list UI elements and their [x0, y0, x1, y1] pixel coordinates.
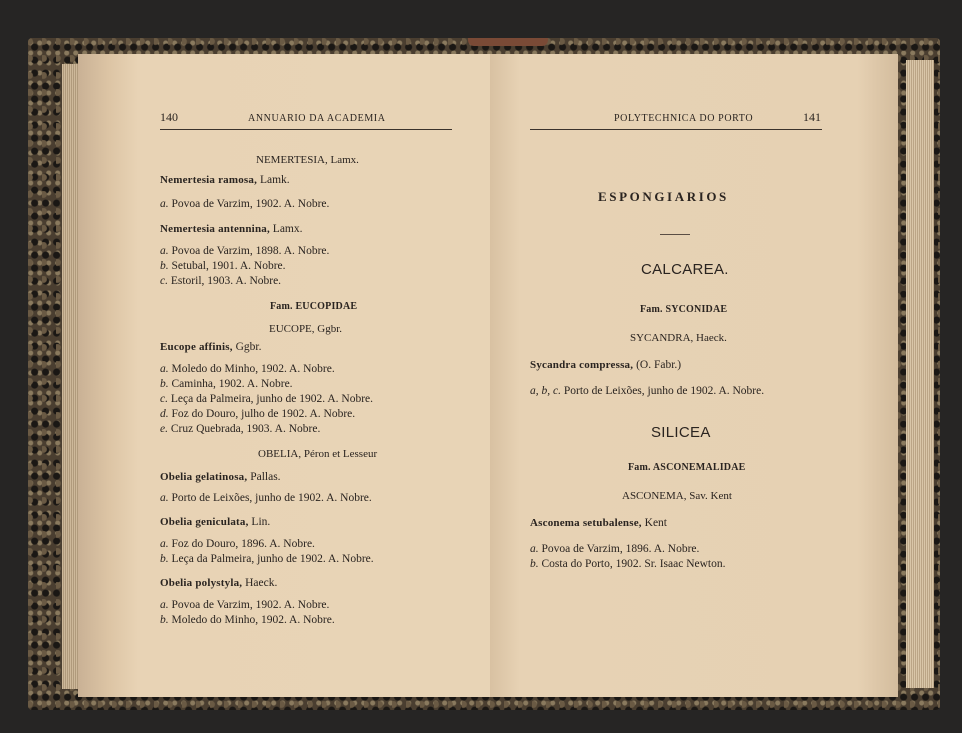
entry-letter: a.: [160, 245, 169, 257]
locality-entry: [160, 537, 315, 551]
right-page: [490, 54, 898, 697]
entry-text: Povoa de Varzim, 1902. A. Nobre.: [168, 599, 330, 611]
locality-entry: [160, 197, 329, 211]
entry-text: Leça da Palmeira, junho de 1902. A. Nobre.: [167, 393, 374, 405]
entry-letter: a.: [160, 599, 169, 611]
entry-asconema-a: [530, 542, 699, 556]
locality-entry: [160, 377, 293, 391]
entry-text: Povoa de Varzim, 1898. A. Nobre.: [168, 245, 330, 257]
entry-letter: a.: [160, 538, 169, 550]
species-heading: [160, 340, 261, 354]
species-author: (O. Fabr.): [633, 359, 682, 371]
class-heading-silicea: SILICEA: [651, 424, 711, 441]
species-author: Lamx.: [269, 223, 303, 235]
species-heading: [160, 470, 281, 484]
section-title: ESPONGIARIOS: [598, 189, 729, 204]
locality-entry: [160, 598, 329, 612]
entry-text: Setubal, 1901. A. Nobre.: [168, 260, 286, 272]
genus-heading: EUCOPE, Ggbr.: [269, 323, 343, 335]
species-heading: [160, 222, 303, 236]
page-number-right: 141: [803, 110, 821, 124]
locality-entry: [160, 407, 355, 421]
species-author: Kent: [641, 517, 667, 529]
species-heading: [160, 173, 290, 187]
locality-entry: [160, 613, 335, 627]
locality-entry: [160, 422, 320, 436]
entry-letter: b.: [160, 378, 169, 390]
entry-letter: a.: [160, 492, 169, 504]
entry-text: Porto de Leixões, junho de 1902. A. Nobre.: [168, 492, 372, 504]
species-sycandra-compressa: [530, 358, 681, 372]
entry-text: Foz do Douro, 1896. A. Nobre.: [168, 538, 315, 550]
family-syconidae: Fam. SYCONIDAE: [640, 304, 728, 315]
entry-letter: b.: [530, 558, 539, 570]
species-name: Asconema setubalense,: [530, 517, 642, 529]
species-name: Sycandra compressa,: [530, 359, 634, 371]
locality-entry: [160, 244, 329, 258]
header-rule-right: [530, 129, 822, 130]
entry-text: Caminha, 1902. A. Nobre.: [168, 378, 293, 390]
entry-letter: a.: [530, 543, 539, 555]
entry-letter: c.: [160, 393, 168, 405]
entry-text: Moledo do Minho, 1902. A. Nobre.: [168, 363, 335, 375]
species-name: Nemertesia ramosa,: [160, 174, 258, 186]
entry-sycandra: [530, 384, 764, 398]
running-head-right: POLYTECHNICA DO PORTO: [614, 113, 754, 124]
species-name: Obelia polystyla,: [160, 577, 243, 589]
entry-text: Leça da Palmeira, junho de 1902. A. Nobre.: [168, 553, 374, 565]
entry-text: Moledo do Minho, 1902. A. Nobre.: [168, 614, 335, 626]
page-number-left: 140: [160, 110, 178, 124]
locality-entry: [160, 274, 281, 288]
family-asconemalidae: Fam. ASCONEMALIDAE: [628, 462, 746, 473]
species-heading: [160, 576, 277, 590]
entry-asconema-b: [530, 557, 725, 571]
species-name: Eucope affinis,: [160, 341, 233, 353]
entry-letter: d.: [160, 408, 169, 420]
entry-letter: a.: [160, 363, 169, 375]
species-name: Nemertesia antennina,: [160, 223, 270, 235]
species-author: Lamk.: [257, 174, 290, 186]
locality-entry: [160, 491, 372, 505]
species-author: Ggbr.: [232, 341, 262, 353]
entry-letter: e.: [160, 423, 168, 435]
title-divider: [660, 234, 690, 235]
entry-text: Estoril, 1903. A. Nobre.: [167, 275, 282, 287]
species-name: Obelia gelatinosa,: [160, 471, 248, 483]
entry-letter: b.: [160, 553, 169, 565]
locality-entry: [160, 362, 335, 376]
right-page-edges: [906, 60, 934, 688]
header-rule-left: [160, 129, 452, 130]
entry-text: Povoa de Varzim, 1902. A. Nobre.: [168, 198, 330, 210]
species-asconema-setubalense: [530, 516, 667, 530]
book-spine: [468, 38, 548, 46]
genus-heading: OBELIA, Péron et Lesseur: [258, 448, 378, 460]
entry-letter: a.: [160, 198, 169, 210]
entry-text: Povoa de Varzim, 1896. A. Nobre.: [538, 543, 700, 555]
entry-letter: c.: [160, 275, 168, 287]
entry-text: Porto de Leixões, junho de 1902. A. Nobre.: [560, 385, 765, 397]
entry-text: Cruz Quebrada, 1903. A. Nobre.: [167, 423, 321, 435]
genus-sycandra: SYCANDRA, Haeck.: [630, 332, 727, 344]
genus-heading: NEMERTESIA, Lamx.: [256, 154, 359, 166]
entry-text: Foz do Douro, julho de 1902. A. Nobre.: [168, 408, 356, 420]
entry-letter: a, b, c.: [530, 385, 561, 397]
species-author: Pallas.: [247, 471, 281, 483]
entry-text: Costa do Porto, 1902. Sr. Isaac Newton.: [538, 558, 726, 570]
entry-letter: b.: [160, 614, 169, 626]
locality-entry: [160, 392, 373, 406]
running-head-left: ANNUARIO DA ACADEMIA: [248, 113, 386, 124]
class-heading-calcarea: CALCAREA.: [641, 261, 729, 278]
entry-letter: b.: [160, 260, 169, 272]
species-author: Haeck.: [242, 577, 278, 589]
family-heading: Fam. EUCOPIDAE: [270, 301, 358, 312]
genus-asconema: ASCONEMA, Sav. Kent: [622, 490, 732, 502]
species-author: Lin.: [248, 516, 271, 528]
species-name: Obelia geniculata,: [160, 516, 249, 528]
species-heading: [160, 515, 270, 529]
locality-entry: [160, 259, 286, 273]
locality-entry: [160, 552, 374, 566]
